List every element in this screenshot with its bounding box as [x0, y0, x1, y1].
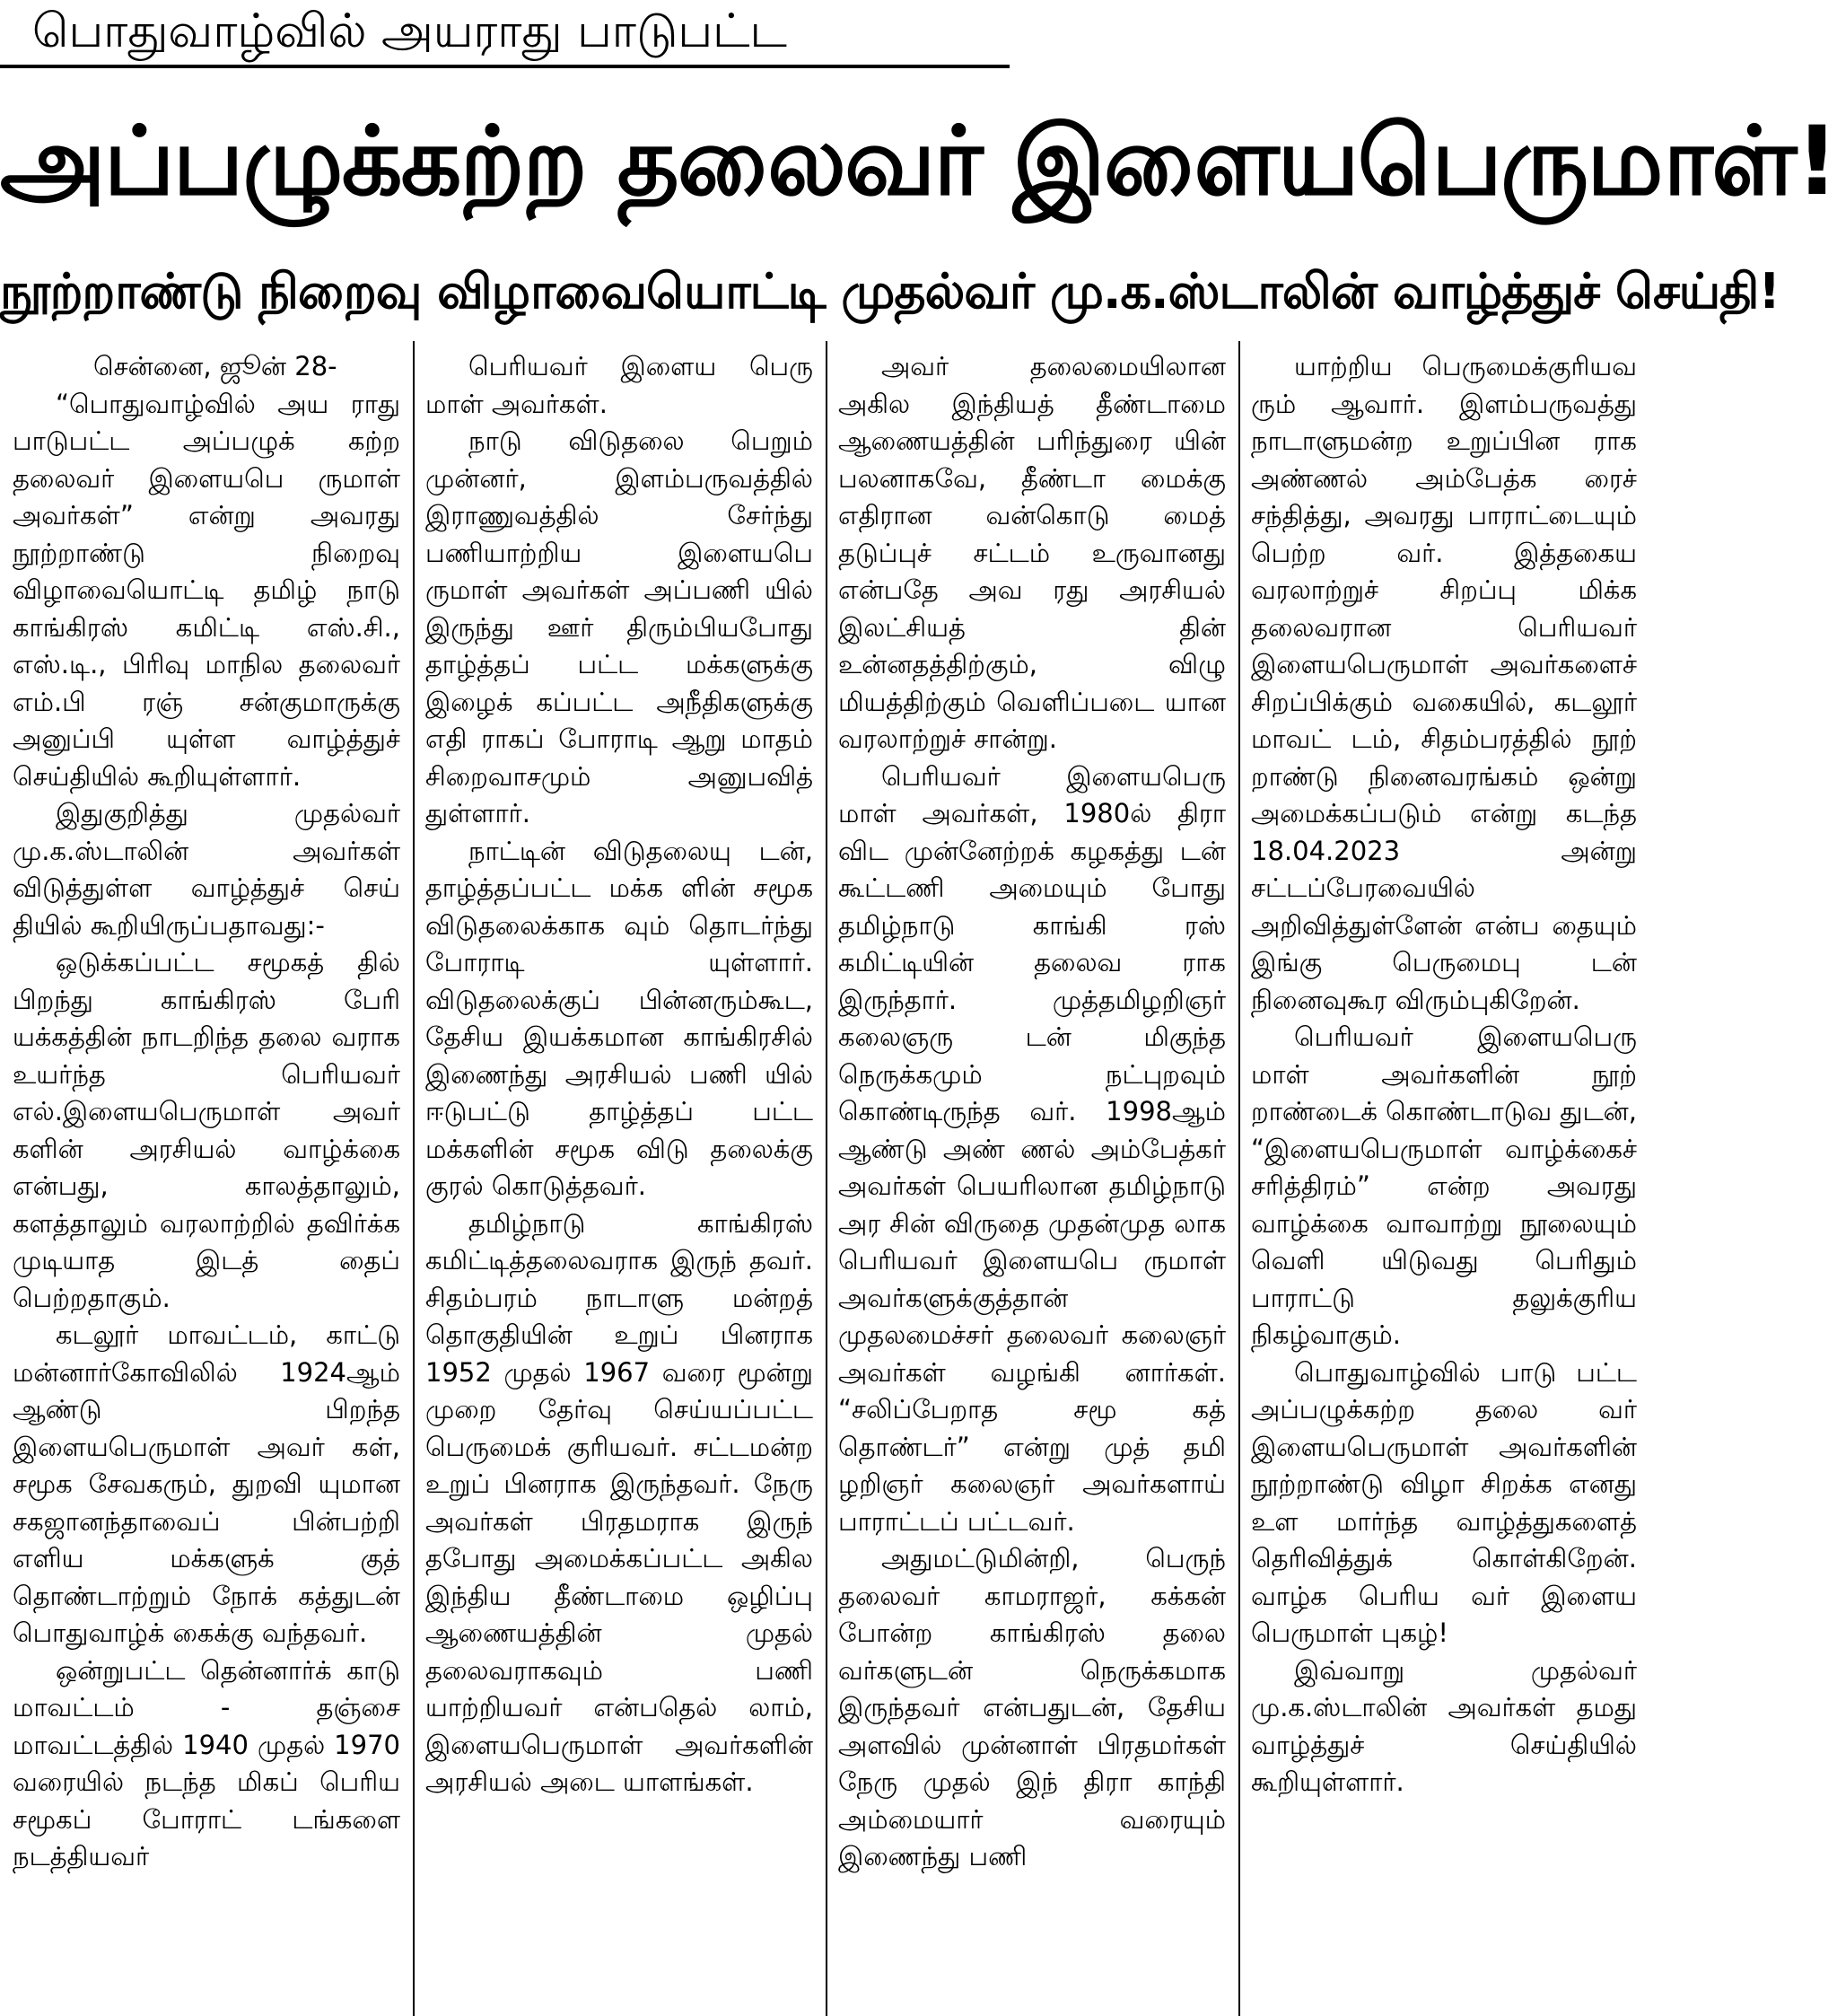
- article-paragraph: நாடு விடுதலை பெறும் முன்னர், இளம்பருவத்தில் இராணுவத்தில் சேர்ந்து பணியாற்றிய இளையபெ ருமாள் அவர்கள் அப்பணி யில் இருந்து ஊர் திரும்பியபோது தாழ்த்தப் பட்ட மக்களுக்கு இழைக் கப்பட்ட அநீதிகளுக்கு எதி ராகப் போராடி ஆறு மாதம் சிறைவாசமும் அனுபவித் துள்ளார்.: [425, 425, 813, 828]
- article-column-4: [1238, 341, 1649, 2016]
- article-paragraph: இவ்வாறு முதல்வர் மு.க.ஸ்டாலின் அவர்கள் தமது வாழ்த்துச் செய்தியில் கூறியுள்ளார்.: [1251, 1654, 1637, 1797]
- column-rule: [413, 341, 415, 2016]
- kicker-line: பொதுவாழ்வில் அயராது பாடுபட்ட: [0, 0, 1010, 68]
- column-rule: [1238, 341, 1240, 2016]
- article-body: [0, 341, 1649, 2016]
- article-paragraph: சென்னை, ஜூன் 28-: [93, 351, 337, 381]
- article-paragraph: “பொதுவாழ்வில் அய ராது பாடுபட்ட அப்பழுக் கற்ற தலைவர் இளையபெ ருமாள் அவர்கள்” என்று அவரது நூற்றாண்டு நிறைவு விழாவையொட்டி தமிழ் நாடு காங்கிரஸ் கமிட்டி எஸ்.சி., எஸ்.டி., பிரிவு மாநில தலைவர் எம்.பி ரஞ் சன்குமாருக்கு அனுப்பி யுள்ள வாழ்த்துச் செய்தியில் கூறியுள்ளார்.: [13, 388, 400, 792]
- article-paragraph: கடலூர் மாவட்டம், காட்டு மன்னார்கோவிலில் 1924ஆம் ஆண்டு பிறந்த இளையபெருமாள் அவர் கள், சமூக சேவகரும், துறவி யுமான சகஜானந்தாவைப் பின்பற்றி எளிய மக்களுக் குத் தொண்டாற்றும் நோக் கத்துடன் பொதுவாழ்க் கைக்கு வந்தவர்.: [13, 1319, 400, 1648]
- article-paragraph: நாட்டின் விடுதலையு டன், தாழ்த்தப்பட்ட மக்க ளின் சமூக விடுதலைக்காக வும் தொடர்ந்து போராடி யுள்ளார். விடுதலைக்குப் பின்னரும்கூட, தேசிய இயக்கமான காங்கிரசில் இணைந்து அரசியல் பணி யில் ஈடுபட்டு தாழ்த்தப் பட்ட மக்களின் சமூக விடு தலைக்கு குரல் கொடுத்தவர்.: [425, 835, 813, 1201]
- article-paragraph: பெரியவர் இளையபெரு மாள் அவர்களின் நூற் றாண்டைக் கொண்டாடுவ துடன், “இளையபெருமாள் வாழ்க்கைச் சரித்திரம்” என்ற அவரது வாழ்க்கை வாவாற்று நூலையும் வெளி யிடுவது பெரிதும் பாராட்டு தலுக்குரிய நிகழ்வாகும்.: [1251, 1021, 1637, 1350]
- article-column-1: [0, 341, 413, 2016]
- article-column-2: [413, 341, 826, 2016]
- deck-subheadline: நூற்றாண்டு நிறைவு விழாவையொட்டி முதல்வர் மு.க.ஸ்டாலின் வாழ்த்துச் செய்தி!: [0, 263, 1780, 320]
- article-column-3: [826, 341, 1238, 2016]
- article-paragraph: இதுகுறித்து முதல்வர் மு.க.ஸ்டாலின் அவர்கள் விடுத்துள்ள வாழ்த்துச் செய் தியில் கூறியிருப்பதாவது:-: [13, 798, 400, 941]
- article-paragraph: யாற்றிய பெருமைக்குரியவ ரும் ஆவார். இளம்பருவத்து நாடாளுமன்ற உறுப்பின ராக அண்ணல் அம்பேத்க ரைச் சந்தித்து, அவரது பாராட்டையும் பெற்ற வர். இத்தகைய வரலாற்றுச் சிறப்பு மிக்க தலைவரான பெரியவர் இளையபெருமாள் அவர்களைச் சிறப்பிக்கும் வகையில், கடலூர் மாவட் டம், சிதம்பரத்தில் நூற் றாண்டு நினைவரங்கம் ஒன்று அமைக்கப்படும் என்று கடந்த 18.04.2023 அன்று சட்டப்பேரவையில் அறிவித்துள்ளேன் என்ப தையும் இங்கு பெருமைபு டன் நினைவுகூர விரும்புகிறேன்.: [1251, 351, 1637, 1015]
- article-paragraph: அதுமட்டுமின்றி, பெருந் தலைவர் காமராஜர், கக்கன் போன்ற காங்கிரஸ் தலை வர்களுடன் நெருக்கமாக இருந்தவர் என்பதுடன், தேசிய அளவில் முன்னாள் பிரதமர்கள் நேரு முதல் இந் திரா காந்தி அம்மையார் வரையும் இணைந்து பணி: [838, 1543, 1226, 1871]
- article-paragraph: பெரியவர் இளையபெரு மாள் அவர்கள், 1980ல் திரா விட முன்னேற்றக் கழகத்து டன் கூட்டணி அமையும் போது தமிழ்நாடு காங்கி ரஸ் கமிட்டியின் தலைவ ராக இருந்தார். முத்தமிழறிஞர் கலைஞரு டன் மிகுந்த நெருக்கமும் நட்புறவும் கொண்டிருந்த வர். 1998ஆம் ஆண்டு அண் ணல் அம்பேத்கர் அவர்கள் பெயரிலான தமிழ்நாடு அர சின் விருதை முதன்முத லாக பெரியவர் இளையபெ ருமாள் அவர்களுக்குத்தான் முதலமைச்சர் தலைவர் கலைஞர் அவர்கள் வழங்கி னார்கள். “சலிப்பேறாத சமூ கத் தொண்டர்” என்று முத் தமி ழறிஞர் கலைஞர் அவர்களாய் பாராட்டப் பட்டவர்.: [838, 760, 1226, 1537]
- article-paragraph: தமிழ்நாடு காங்கிரஸ் கமிட்டித்தலைவராக இருந் தவர். சிதம்பரம் நாடாளு மன்றத் தொகுதியின் உறுப் பினராக 1952 முதல் 1967 வரை மூன்று முறை தேர்வு செய்யப்பட்ட பெருமைக் குரியவர். சட்டமன்ற உறுப் பினராக இருந்தவர். நேரு அவர்கள் பிரதமராக இருந் தபோது அமைக்கப்பட்ட அகில இந்திய தீண்டாமை ஒழிப்பு ஆணையத்தின் முதல் தலைவராகவும் பணி யாற்றியவர் என்பதெல் லாம், இளையபெருமாள் அவர்களின் அரசியல் அடை யாளங்கள்.: [425, 1207, 813, 1797]
- headline: அப்பழுக்கற்ற தலைவர் இளையபெருமாள்!: [0, 106, 1837, 216]
- article-paragraph: ஒடுக்கப்பட்ட சமூகத் தில் பிறந்து காங்கிரஸ் பேரி யக்கத்தின் நாடறிந்த தலை வராக உயர்ந்த பெரியவர் எல்.இளையபெருமாள் அவர் களின் அரசியல் வாழ்க்கை என்பது, காலத்தாலும், களத்தாலும் வரலாற்றில் தவிர்க்க முடியாத இடத் தைப் பெற்றதாகும்.: [13, 947, 400, 1313]
- column-rule: [826, 341, 827, 2016]
- article-paragraph: பொதுவாழ்வில் பாடு பட்ட அப்பழுக்கற்ற தலை வர் இளையபெருமாள் அவர்களின் நூற்றாண்டு விழா சிறக்க எனது உள மார்ந்த வாழ்த்துகளைத் தெரிவித்துக் கொள்கிறேன். வாழ்க பெரிய வர் இளைய பெருமாள் புகழ்!: [1251, 1356, 1637, 1648]
- article-paragraph: அவர் தலைமையிலான அகில இந்தியத் தீண்டாமை ஆணையத்தின் பரிந்துரை யின் பலனாகவே, தீண்டா மைக்கு எதிரான வன்கொடு மைத் தடுப்புச் சட்டம் உருவானது என்பதே அவ ரது அரசியல் இலட்சியத் தின் உன்னதத்திற்கும், விழு மியத்திற்கும் வெளிப்படை யான வரலாற்றுச் சான்று.: [838, 351, 1226, 754]
- article-paragraph: ஒன்றுபட்ட தென்னார்க் காடு மாவட்டம் - தஞ்சை மாவட்டத்தில் 1940 முதல் 1970 வரையில் நடந்த மிகப் பெரிய சமூகப் போராட் டங்களை நடத்தியவர்: [13, 1654, 400, 1871]
- article-paragraph: பெரியவர் இளைய பெரு மாள் அவர்கள்.: [425, 351, 813, 419]
